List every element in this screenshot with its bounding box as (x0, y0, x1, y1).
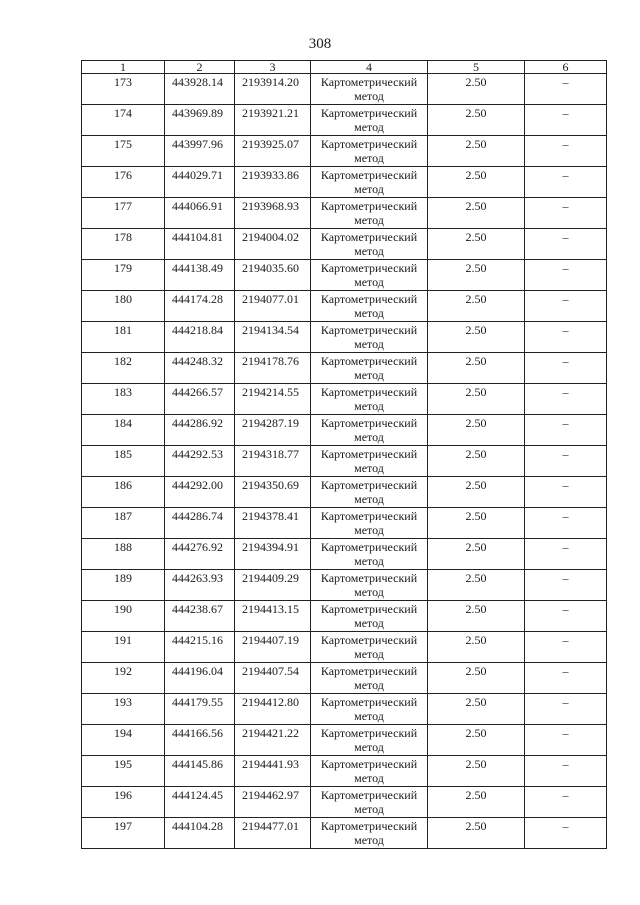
method-cell: Картометрический метод (311, 477, 428, 508)
table-row (82, 74, 607, 105)
x-coordinate-cell: 444292.53 (165, 446, 235, 477)
x-coordinate-cell: 444286.74 (165, 508, 235, 539)
x-coordinate-cell: 444138.49 (165, 260, 235, 291)
method-cell: Картометрический метод (311, 632, 428, 663)
method-cell: Картометрический метод (311, 384, 428, 415)
x-coordinate-cell: 443997.96 (165, 136, 235, 167)
x-coordinate-cell: 444104.28 (165, 818, 235, 849)
method-cell: Картометрический метод (311, 167, 428, 198)
point-number-cell: 193 (82, 694, 165, 725)
point-number-cell: 190 (82, 601, 165, 632)
accuracy-cell: 2.50 (428, 725, 525, 756)
x-coordinate-cell: 444215.16 (165, 632, 235, 663)
y-coordinate-cell: 2194318.77 (235, 446, 311, 477)
y-coordinate-cell: 2194477.01 (235, 818, 311, 849)
table-row (82, 260, 607, 291)
note-cell: – (525, 787, 607, 818)
point-number-cell: 185 (82, 446, 165, 477)
point-number-cell: 191 (82, 632, 165, 663)
method-cell: Картометрический метод (311, 539, 428, 570)
point-number-cell: 174 (82, 105, 165, 136)
y-coordinate-cell: 2194378.41 (235, 508, 311, 539)
table-row (82, 570, 607, 601)
note-cell: – (525, 229, 607, 260)
y-coordinate-cell: 2194350.69 (235, 477, 311, 508)
method-cell: Картометрический метод (311, 105, 428, 136)
accuracy-cell: 2.50 (428, 601, 525, 632)
method-cell: Картометрический метод (311, 353, 428, 384)
accuracy-cell: 2.50 (428, 260, 525, 291)
note-cell: – (525, 694, 607, 725)
accuracy-cell: 2.50 (428, 198, 525, 229)
note-cell: – (525, 353, 607, 384)
table-header-row (82, 61, 607, 74)
y-coordinate-cell: 2194287.19 (235, 415, 311, 446)
y-coordinate-cell: 2193921.21 (235, 105, 311, 136)
note-cell: – (525, 384, 607, 415)
accuracy-cell: 2.50 (428, 508, 525, 539)
accuracy-cell: 2.50 (428, 353, 525, 384)
x-coordinate-cell: 444238.67 (165, 601, 235, 632)
accuracy-cell: 2.50 (428, 291, 525, 322)
method-cell: Картометрический метод (311, 570, 428, 601)
note-cell: – (525, 167, 607, 198)
point-number-cell: 195 (82, 756, 165, 787)
point-number-cell: 173 (82, 74, 165, 105)
y-coordinate-cell: 2194178.76 (235, 353, 311, 384)
x-coordinate-cell: 444276.92 (165, 539, 235, 570)
table-row (82, 694, 607, 725)
point-number-cell: 186 (82, 477, 165, 508)
x-coordinate-cell: 444266.57 (165, 384, 235, 415)
x-coordinate-cell: 444248.32 (165, 353, 235, 384)
method-cell: Картометрический метод (311, 198, 428, 229)
method-cell: Картометрический метод (311, 74, 428, 105)
table-row (82, 446, 607, 477)
table-row (82, 322, 607, 353)
y-coordinate-cell: 2194077.01 (235, 291, 311, 322)
accuracy-cell: 2.50 (428, 229, 525, 260)
x-coordinate-cell: 444124.45 (165, 787, 235, 818)
table-row (82, 167, 607, 198)
y-coordinate-cell: 2194421.22 (235, 725, 311, 756)
accuracy-cell: 2.50 (428, 322, 525, 353)
note-cell: – (525, 725, 607, 756)
note-cell: – (525, 601, 607, 632)
y-coordinate-cell: 2194441.93 (235, 756, 311, 787)
accuracy-cell: 2.50 (428, 787, 525, 818)
accuracy-cell: 2.50 (428, 74, 525, 105)
accuracy-cell: 2.50 (428, 539, 525, 570)
y-coordinate-cell: 2193925.07 (235, 136, 311, 167)
y-coordinate-cell: 2194004.02 (235, 229, 311, 260)
method-cell: Картометрический метод (311, 415, 428, 446)
table-row (82, 508, 607, 539)
column-header: 4 (311, 61, 428, 74)
point-number-cell: 184 (82, 415, 165, 446)
point-number-cell: 188 (82, 539, 165, 570)
method-cell: Картометрический метод (311, 322, 428, 353)
y-coordinate-cell: 2194409.29 (235, 570, 311, 601)
point-number-cell: 196 (82, 787, 165, 818)
note-cell: – (525, 260, 607, 291)
column-header: 1 (82, 61, 165, 74)
note-cell: – (525, 446, 607, 477)
accuracy-cell: 2.50 (428, 384, 525, 415)
x-coordinate-cell: 444174.28 (165, 291, 235, 322)
x-coordinate-cell: 443928.14 (165, 74, 235, 105)
accuracy-cell: 2.50 (428, 477, 525, 508)
point-number-cell: 194 (82, 725, 165, 756)
method-cell: Картометрический метод (311, 291, 428, 322)
y-coordinate-cell: 2194462.97 (235, 787, 311, 818)
method-cell: Картометрический метод (311, 229, 428, 260)
x-coordinate-cell: 444029.71 (165, 167, 235, 198)
accuracy-cell: 2.50 (428, 694, 525, 725)
y-coordinate-cell: 2194394.91 (235, 539, 311, 570)
y-coordinate-cell: 2193914.20 (235, 74, 311, 105)
column-header: 2 (165, 61, 235, 74)
table-row (82, 229, 607, 260)
y-coordinate-cell: 2194035.60 (235, 260, 311, 291)
x-coordinate-cell: 444145.86 (165, 756, 235, 787)
table-row (82, 539, 607, 570)
column-header: 6 (525, 61, 607, 74)
coordinates-table (81, 60, 607, 849)
accuracy-cell: 2.50 (428, 632, 525, 663)
note-cell: – (525, 818, 607, 849)
x-coordinate-cell: 444179.55 (165, 694, 235, 725)
method-cell: Картометрический метод (311, 136, 428, 167)
point-number-cell: 187 (82, 508, 165, 539)
y-coordinate-cell: 2194407.19 (235, 632, 311, 663)
table-row (82, 787, 607, 818)
table-row (82, 477, 607, 508)
y-coordinate-cell: 2193968.93 (235, 198, 311, 229)
x-coordinate-cell: 444196.04 (165, 663, 235, 694)
note-cell: – (525, 291, 607, 322)
y-coordinate-cell: 2194214.55 (235, 384, 311, 415)
y-coordinate-cell: 2194407.54 (235, 663, 311, 694)
method-cell: Картометрический метод (311, 694, 428, 725)
method-cell: Картометрический метод (311, 725, 428, 756)
column-header: 5 (428, 61, 525, 74)
table-row (82, 136, 607, 167)
note-cell: – (525, 632, 607, 663)
table-row (82, 663, 607, 694)
accuracy-cell: 2.50 (428, 818, 525, 849)
accuracy-cell: 2.50 (428, 446, 525, 477)
point-number-cell: 181 (82, 322, 165, 353)
accuracy-cell: 2.50 (428, 663, 525, 694)
y-coordinate-cell: 2194413.15 (235, 601, 311, 632)
accuracy-cell: 2.50 (428, 415, 525, 446)
note-cell: – (525, 415, 607, 446)
table-row (82, 198, 607, 229)
accuracy-cell: 2.50 (428, 570, 525, 601)
method-cell: Картометрический метод (311, 508, 428, 539)
table-row (82, 632, 607, 663)
note-cell: – (525, 756, 607, 787)
table-row (82, 105, 607, 136)
point-number-cell: 183 (82, 384, 165, 415)
table-row (82, 725, 607, 756)
table-row (82, 415, 607, 446)
table-row (82, 818, 607, 849)
x-coordinate-cell: 444166.56 (165, 725, 235, 756)
x-coordinate-cell: 444218.84 (165, 322, 235, 353)
note-cell: – (525, 663, 607, 694)
x-coordinate-cell: 443969.89 (165, 105, 235, 136)
point-number-cell: 192 (82, 663, 165, 694)
method-cell: Картометрический метод (311, 260, 428, 291)
point-number-cell: 189 (82, 570, 165, 601)
accuracy-cell: 2.50 (428, 105, 525, 136)
note-cell: – (525, 74, 607, 105)
method-cell: Картометрический метод (311, 756, 428, 787)
note-cell: – (525, 570, 607, 601)
note-cell: – (525, 198, 607, 229)
method-cell: Картометрический метод (311, 601, 428, 632)
note-cell: – (525, 508, 607, 539)
method-cell: Картометрический метод (311, 663, 428, 694)
table-row (82, 384, 607, 415)
page-number: 308 (308, 36, 332, 52)
accuracy-cell: 2.50 (428, 167, 525, 198)
method-cell: Картометрический метод (311, 787, 428, 818)
y-coordinate-cell: 2194134.54 (235, 322, 311, 353)
table-row (82, 353, 607, 384)
x-coordinate-cell: 444104.81 (165, 229, 235, 260)
point-number-cell: 197 (82, 818, 165, 849)
table-row (82, 601, 607, 632)
note-cell: – (525, 105, 607, 136)
point-number-cell: 178 (82, 229, 165, 260)
y-coordinate-cell: 2193933.86 (235, 167, 311, 198)
point-number-cell: 180 (82, 291, 165, 322)
accuracy-cell: 2.50 (428, 756, 525, 787)
accuracy-cell: 2.50 (428, 136, 525, 167)
note-cell: – (525, 322, 607, 353)
x-coordinate-cell: 444292.00 (165, 477, 235, 508)
method-cell: Картометрический метод (311, 446, 428, 477)
point-number-cell: 179 (82, 260, 165, 291)
x-coordinate-cell: 444286.92 (165, 415, 235, 446)
note-cell: – (525, 539, 607, 570)
x-coordinate-cell: 444066.91 (165, 198, 235, 229)
x-coordinate-cell: 444263.93 (165, 570, 235, 601)
point-number-cell: 176 (82, 167, 165, 198)
point-number-cell: 177 (82, 198, 165, 229)
note-cell: – (525, 136, 607, 167)
note-cell: – (525, 477, 607, 508)
table-row (82, 756, 607, 787)
point-number-cell: 175 (82, 136, 165, 167)
table-row (82, 291, 607, 322)
method-cell: Картометрический метод (311, 818, 428, 849)
y-coordinate-cell: 2194412.80 (235, 694, 311, 725)
column-header: 3 (235, 61, 311, 74)
point-number-cell: 182 (82, 353, 165, 384)
